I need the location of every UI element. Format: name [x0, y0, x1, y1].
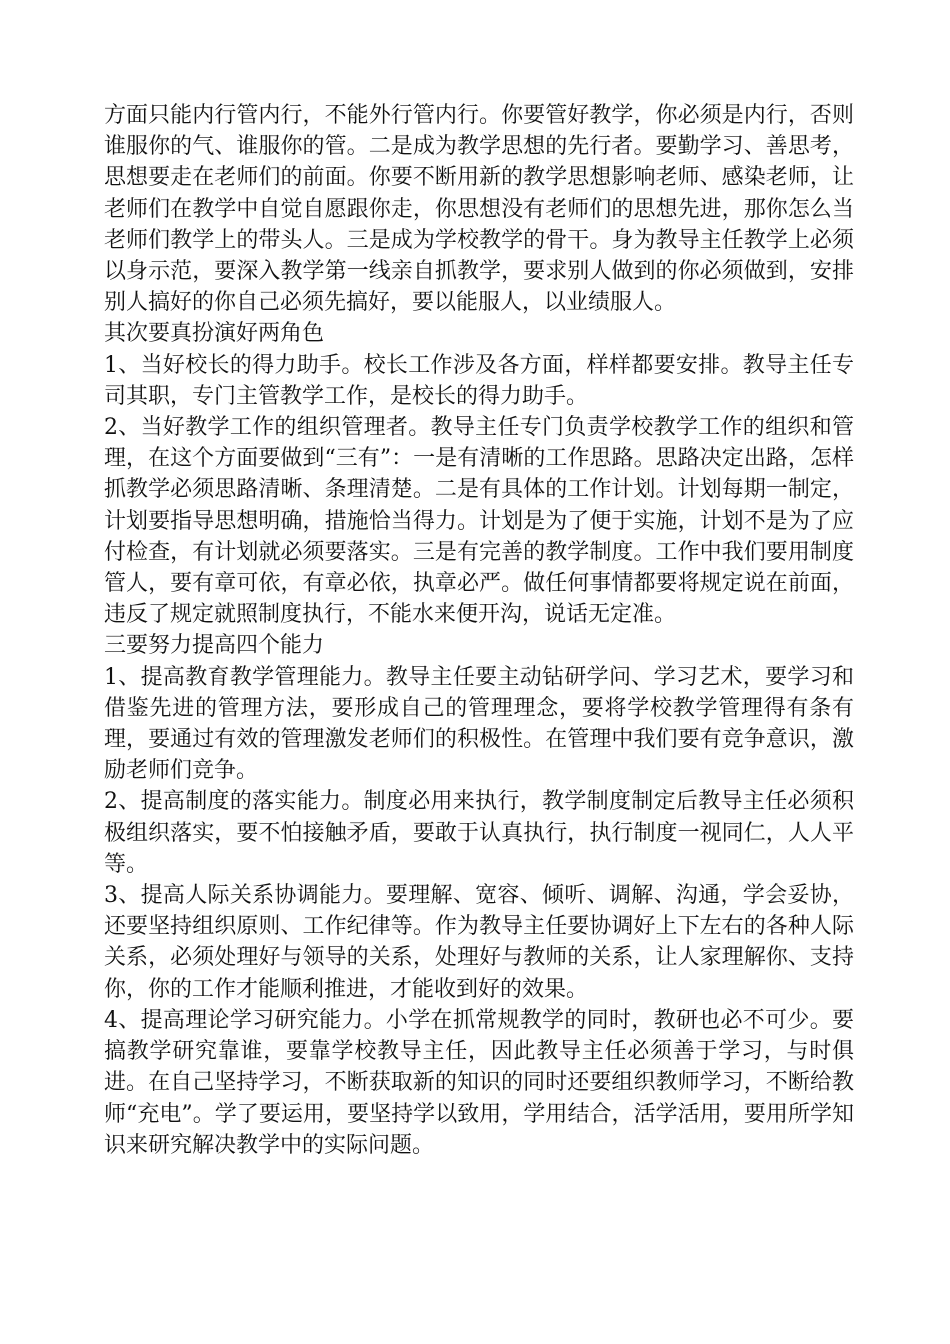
paragraph-ability-4: 4、提高理论学习研究能力。小学在抓常规教学的同时，教研也必不可少。要搞教学研究靠谁，要靠学校教导主任，因此教导主任必须善于学习，与时俱进。在自己坚持学习，不断获取新的知识的同时还要组织教师学习，不断给教师“充电”。学了要运用，要坚持学以致用，学用结合，活学活用，要用所学知识来研究解决教学中的实际问题。	[104, 1007, 854, 1158]
document-page	[104, 100, 854, 1161]
paragraph-intro: 方面只能内行管内行，不能外行管内行。你要管好教学，你必须是内行，否则谁服你的气、谁服你的管。二是成为教学思想的先行者。要勤学习、善思考，思想要走在老师们的前面。你要不断用新的教学思想影响老师、感染老师，让老师们在教学中自觉自愿跟你走，你思想没有老师们的思想先进，那你怎么当老师们教学上的带头人。三是成为学校教学的骨干。身为教导主任教学上必须以身示范，要深入教学第一线亲自抓教学，要求别人做到的你必须做到，安排别人搞好的你自己必须先搞好，要以能服人，以业绩服人。	[104, 103, 854, 316]
section-heading-four-abilities: 三要努力提高四个能力	[104, 633, 325, 659]
section-heading-two-roles: 其次要真扮演好两角色	[104, 321, 325, 347]
paragraph-role-1: 1、当好校长的得力助手。校长工作涉及各方面，样样都要安排。教导主任专司其职，专门主管教学工作，是校长的得力助手。	[104, 352, 854, 409]
paragraph-ability-1: 1、提高教育教学管理能力。教导主任要主动钻研学问、学习艺术，要学习和借鉴先进的管理方法，要形成自己的管理理念，要将学校教学管理得有条有理，要通过有效的管理激发老师们的积极性。在管理中我们要有竞争意识，激励老师们竞争。	[104, 664, 854, 784]
paragraph-ability-2: 2、提高制度的落实能力。制度必用来执行，教学制度制定后教导主任必须积极组织落实，要不怕接触矛盾，要敢于认真执行，执行制度一视同仁，人人平等。	[104, 789, 854, 877]
paragraph-ability-3: 3、提高人际关系协调能力。要理解、宽容、倾听、调解、沟通，学会妥协，还要坚持组织原则、工作纪律等。作为教导主任要协调好上下左右的各种人际关系，必须处理好与领导的关系，处理好与教师的关系，让人家理解你、支持你，你的工作才能顺利推进，才能收到好的效果。	[104, 883, 854, 1002]
paragraph-role-2: 2、当好教学工作的组织管理者。教导主任专门负责学校教学工作的组织和管理，在这个方面要做到“三有”：一是有清晰的工作思路。思路决定出路，怎样抓教学必须思路清晰、条理清楚。二是有具体的工作计划。计划每期一制定，计划要指导思想明确，措施恰当得力。计划是为了便于实施，计划不是为了应付检查，有计划就必须要落实。三是有完善的教学制度。工作中我们要用制度管人，要有章可依，有章必依，执章必严。做任何事情都要将规定说在前面，违反了规定就照制度执行，不能水来便开沟，说话无定准。	[104, 415, 854, 628]
